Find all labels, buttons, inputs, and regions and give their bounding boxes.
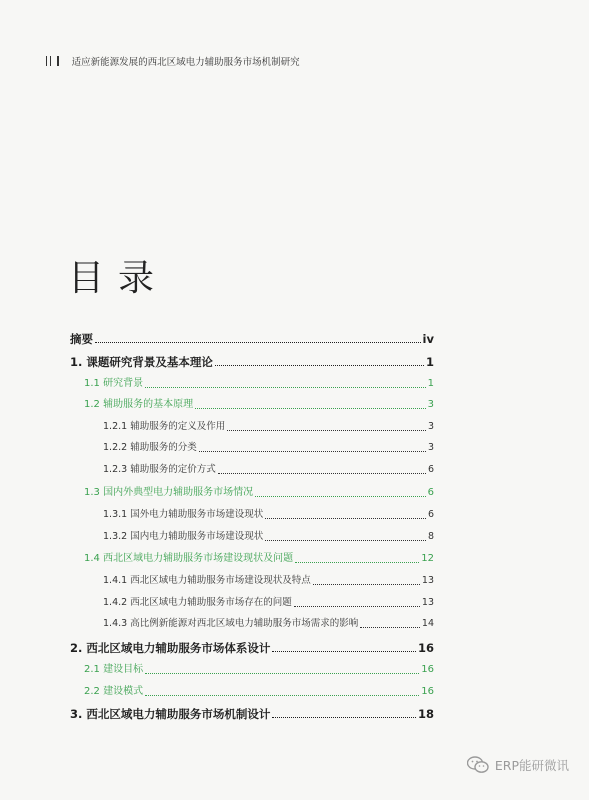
toc-leader-dots bbox=[218, 473, 426, 474]
toc-entry-page: 16 bbox=[417, 641, 434, 655]
toc-entry[interactable] bbox=[84, 663, 434, 677]
toc-entry-page: 1 bbox=[425, 355, 434, 369]
running-header bbox=[46, 54, 300, 68]
toc-leader-dots bbox=[313, 584, 420, 585]
toc-entry[interactable] bbox=[70, 707, 434, 721]
toc-entry-page: 18 bbox=[417, 707, 434, 721]
toc-entry-page: 13 bbox=[421, 575, 434, 586]
toc-entry[interactable] bbox=[103, 508, 434, 522]
toc-entry-label: 1.4 西北区域电力辅助服务市场建设现状及问题 bbox=[84, 553, 294, 564]
toc-leader-dots bbox=[195, 408, 426, 409]
toc-leader-dots bbox=[215, 365, 424, 366]
toc-entry-label: 1.4.1 西北区域电力辅助服务市场建设现状及特点 bbox=[103, 575, 311, 586]
toc-entry[interactable] bbox=[103, 596, 434, 610]
toc-entry[interactable] bbox=[84, 685, 434, 699]
watermark-text: ERP能研微讯 bbox=[494, 758, 569, 773]
toc-entry-label: 2.1 建设目标 bbox=[84, 664, 144, 675]
toc-entry-label: 1.3.1 国外电力辅助服务市场建设现状 bbox=[103, 509, 264, 520]
toc-entry-label: 2. 西北区域电力辅助服务市场体系设计 bbox=[70, 641, 271, 655]
toc-entry-label: 1.3.2 国内电力辅助服务市场建设现状 bbox=[103, 531, 264, 542]
toc-entry-label: 1.3 国内外典型电力辅助服务市场情况 bbox=[84, 487, 254, 498]
toc-entry-page: 8 bbox=[427, 531, 434, 542]
toc-entry-page: 12 bbox=[421, 553, 434, 564]
toc-leader-dots bbox=[294, 606, 420, 607]
toc-entry[interactable] bbox=[84, 377, 434, 391]
toc-leader-dots bbox=[95, 342, 421, 343]
toc-entry-page: 14 bbox=[421, 618, 434, 629]
toc-leader-dots bbox=[272, 651, 416, 652]
toc-entry[interactable] bbox=[103, 574, 434, 588]
toc-entry-page: 6 bbox=[427, 509, 434, 520]
toc-entry-page: 13 bbox=[421, 597, 434, 608]
toc-entry[interactable] bbox=[84, 486, 434, 500]
toc-entry[interactable] bbox=[70, 332, 434, 346]
toc-entry[interactable] bbox=[70, 355, 434, 369]
toc-entry-label: 1.4.3 高比例新能源对西北区域电力辅助服务市场需求的影响 bbox=[103, 618, 359, 629]
toc-leader-dots bbox=[265, 518, 426, 519]
toc-leader-dots bbox=[265, 540, 426, 541]
toc-entry-page: 16 bbox=[421, 686, 434, 697]
toc-entry[interactable] bbox=[70, 641, 434, 655]
toc-entry-label: 1.2.2 辅助服务的分类 bbox=[103, 442, 197, 453]
toc-entry-page: 6 bbox=[427, 464, 434, 475]
toc-entry-label: 1.2 辅助服务的基本原理 bbox=[84, 399, 194, 410]
toc-entry[interactable] bbox=[84, 552, 434, 566]
toc-entry-label: 1.2.3 辅助服务的定价方式 bbox=[103, 464, 216, 475]
toc-leader-dots bbox=[199, 451, 426, 452]
toc-entry[interactable] bbox=[103, 617, 434, 631]
toc-entry[interactable] bbox=[103, 463, 434, 477]
toc-entry-page: 6 bbox=[427, 487, 434, 498]
toc-entry[interactable] bbox=[84, 398, 434, 412]
header-bars-decoration bbox=[46, 56, 62, 66]
toc-entry-label: 1. 课题研究背景及基本理论 bbox=[70, 355, 213, 369]
toc-entry-page: 3 bbox=[427, 442, 434, 453]
toc-entry-label: 1.1 研究背景 bbox=[84, 378, 144, 389]
toc-entry-label: 2.2 建设模式 bbox=[84, 686, 144, 697]
running-title: 适应新能源发展的西北区域电力辅助服务市场机制研究 bbox=[71, 57, 300, 68]
toc-leader-dots bbox=[145, 673, 419, 674]
toc-entry-page: iv bbox=[422, 332, 434, 346]
toc-leader-dots bbox=[145, 387, 426, 388]
toc-entry-page: 3 bbox=[427, 399, 434, 410]
toc-entry-label: 1.2.1 辅助服务的定义及作用 bbox=[103, 421, 226, 432]
toc-leader-dots bbox=[272, 717, 416, 718]
toc-entry-page: 3 bbox=[427, 421, 434, 432]
wechat-icon bbox=[467, 756, 489, 774]
toc-entry-label: 1.4.2 西北区域电力辅助服务市场存在的问题 bbox=[103, 597, 292, 608]
toc-leader-dots bbox=[295, 562, 419, 563]
toc-leader-dots bbox=[227, 430, 426, 431]
toc-leader-dots bbox=[145, 695, 419, 696]
toc-entry[interactable] bbox=[103, 530, 434, 544]
toc-entry[interactable] bbox=[103, 441, 434, 455]
toc-entry-label: 3. 西北区域电力辅助服务市场机制设计 bbox=[70, 707, 271, 721]
page-title: 目录 bbox=[68, 258, 169, 299]
watermark bbox=[467, 756, 569, 774]
toc-entry-page: 1 bbox=[427, 378, 434, 389]
toc-leader-dots bbox=[360, 627, 420, 628]
toc-leader-dots bbox=[255, 496, 426, 497]
toc-entry-label: 摘要 bbox=[70, 332, 93, 346]
toc-entry-page: 16 bbox=[421, 664, 434, 675]
toc-entry[interactable] bbox=[103, 420, 434, 434]
